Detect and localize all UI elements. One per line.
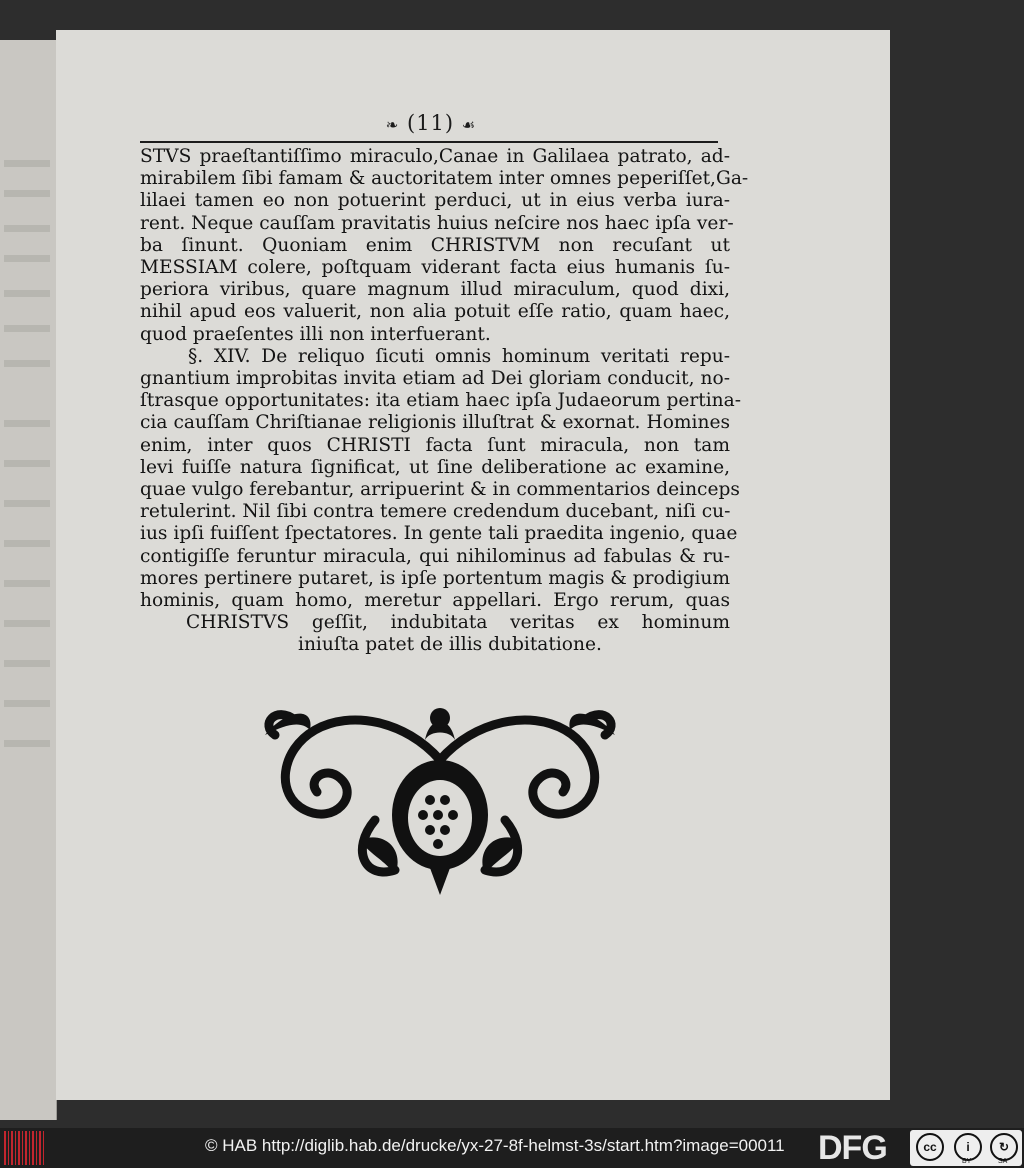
text-line: STVS praeſtantiſſimo miraculo,Canae in Galilaea patrato, ad- [140,146,730,167]
page-number: (11) [407,111,455,135]
text-line: levi fuiſſe natura ſignificat, ut ſine deliberatione ac examine, [140,456,730,478]
text-line: enim, inter quos CHRISTI facta ſunt miracula, non tam [140,434,730,456]
cc-icon: cc [916,1133,944,1161]
text-line: quae vulgo ferebantur, arripuerint & in commentarios deinceps [140,479,740,501]
section-heading-line: §. XIV. De reliquo ſicuti omnis hominum veritati repu- [188,345,730,367]
footer-bar [0,1128,1024,1168]
sa-label: SA [998,1158,1008,1165]
text-line: MESSIAM colere, poſtquam viderant facta eius humanis ſu- [140,257,730,279]
tailpiece-ornament-icon [255,700,625,900]
text-line: ba ſinunt. Quoniam enim CHRISTVM non recuſant ut [140,234,730,256]
text-line: rent. Neque cauſſam pravitatis huius neſcire nos haec ipſa ver- [140,212,734,234]
text-line: mores pertinere putaret, is ipſe portentum magis & prodigium [140,567,731,589]
right-fleuron-icon: ☙ [461,116,477,134]
left-fleuron-icon: ❧ [385,116,400,134]
text-line: ſtrasque opportunitates: ita etiam haec ipſa Judaeorum pertina- [140,390,742,412]
text-line: iniuſta patet de illis dubitatione. [298,634,602,656]
body-text [140,146,749,657]
text-line: cia cauſſam Chriſtianae religionis illuſtrat & exornat. Homines [140,412,730,434]
by-icon: i [954,1133,982,1161]
text-line: gnantium improbitas invita etiam ad Dei gloriam conducit, no- [140,368,730,390]
text-line: CHRISTVS geſſit, indubitata veritas ex hominum [186,612,730,634]
previous-page-edge [0,40,57,1120]
sa-icon: ↻ [990,1133,1018,1161]
copyright-link[interactable]: © HAB http://diglib.hab.de/drucke/yx-27-8f-helmst-3s/start.htm?image=00011 [205,1136,785,1155]
text-line: contigiſſe feruntur miracula, qui nihilominus ad fabulas & ru- [140,545,730,567]
dfg-logo: DFG [818,1129,887,1167]
cc-license-badge[interactable] [910,1130,1022,1166]
text-line: hominis, quam homo, meretur appellari. Ergo rerum, quas [140,590,730,612]
barcode-icon [4,1131,44,1165]
text-line: mirabilem ſibi famam & auctoritatem inter omnes peperiſſet,Ga- [140,168,749,190]
text-line: quod praeſentes illi non interfuerant. [140,323,491,345]
by-label: BY [962,1158,972,1165]
text-line: nihil apud eos valuerit, non alia potuit eſſe ratio, quam haec, [140,301,730,323]
text-line: retulerint. Nil ſibi contra temere credendum ducebant, niſi cu- [140,501,731,523]
text-line: periora viribus, quare magnum illud miraculum, quod dixi, [140,279,730,301]
text-line: ius ipſi fuiſſent ſpectatores. In gente tali praedita ingenio, quae [140,523,738,545]
header-rule [140,141,718,143]
page-header [346,108,516,138]
text-line: lilaei tamen eo non potuerint perduci, ut in eius verba iura- [140,190,730,212]
